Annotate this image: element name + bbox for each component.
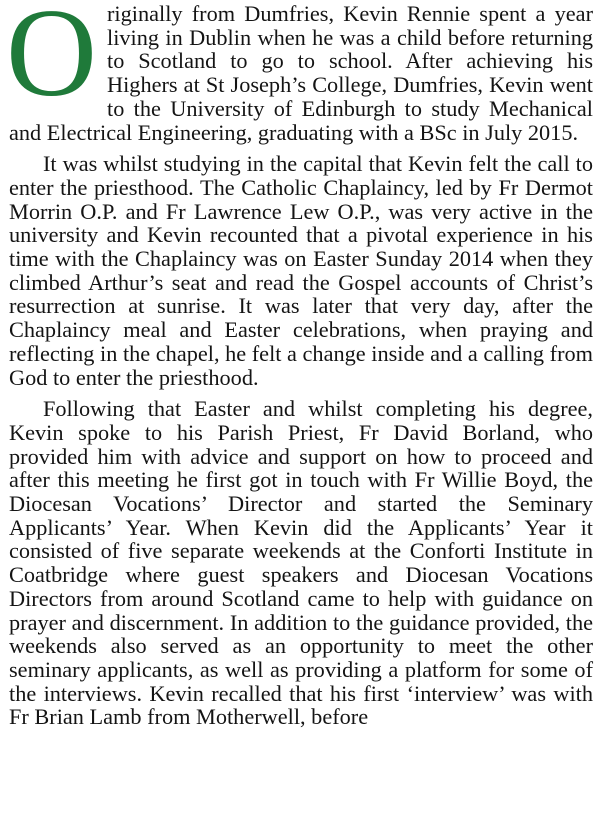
paragraph-3: Following that Easter and whilst completing his degree, Kevin spoke to his Parish Priest, Fr David Borland, who provided him with advice and support on how to proceed and after this meeting he first got in touch with Fr Willie Boyd, the Diocesan Vocations’ Director and started the Seminary Applicants’ Year. When Kevin did the Applicants’ Year it consisted of five separate weekends at the Conforti Institute in Coatbridge where guest speakers and Diocesan Vocations Directors from around Scotland came to help with guidance on prayer and discernment. In addition to the guidance provided, the weekends also served as an opportunity to meet the other seminary applicants, as well as providing a platform for some of the interviews. Kevin recalled that his first ‘interview’ was with Fr Brian Lamb from Motherwell, before (9, 396, 593, 730)
drop-cap-letter: O (6, 0, 97, 123)
paragraph-1 (6, 0, 593, 145)
paragraph-2: It was whilst studying in the capital that Kevin felt the call to enter the priesthood. The Catholic Chaplaincy, led by Fr Dermot Morrin O.P. and Fr Lawrence Lew O.P., was very active in the university and Kevin recounted that a pivotal experience in his time with the Chaplaincy was on Easter Sunday 2014 when they climbed Arthur’s seat and read the Gospel accounts of Christ’s resurrection at sunrise. It was later that very day, after the Chaplaincy meal and Easter celebrations, when praying and reflecting in the chapel, he felt a change inside and a calling from God to enter the priesthood. (9, 151, 593, 390)
article-body (6, 0, 593, 737)
paragraph-1-text: riginally from Dumfries, Kevin Rennie spent a year living in Dublin when he was a child before returning to Scotland to go to school. After achieving his Highers at St Joseph’s College, Dumfries, Kevin went to the University of Edinburgh to study Mechanical and Electrical Engineering, graduating with a BSc in July 2015. (9, 1, 593, 145)
